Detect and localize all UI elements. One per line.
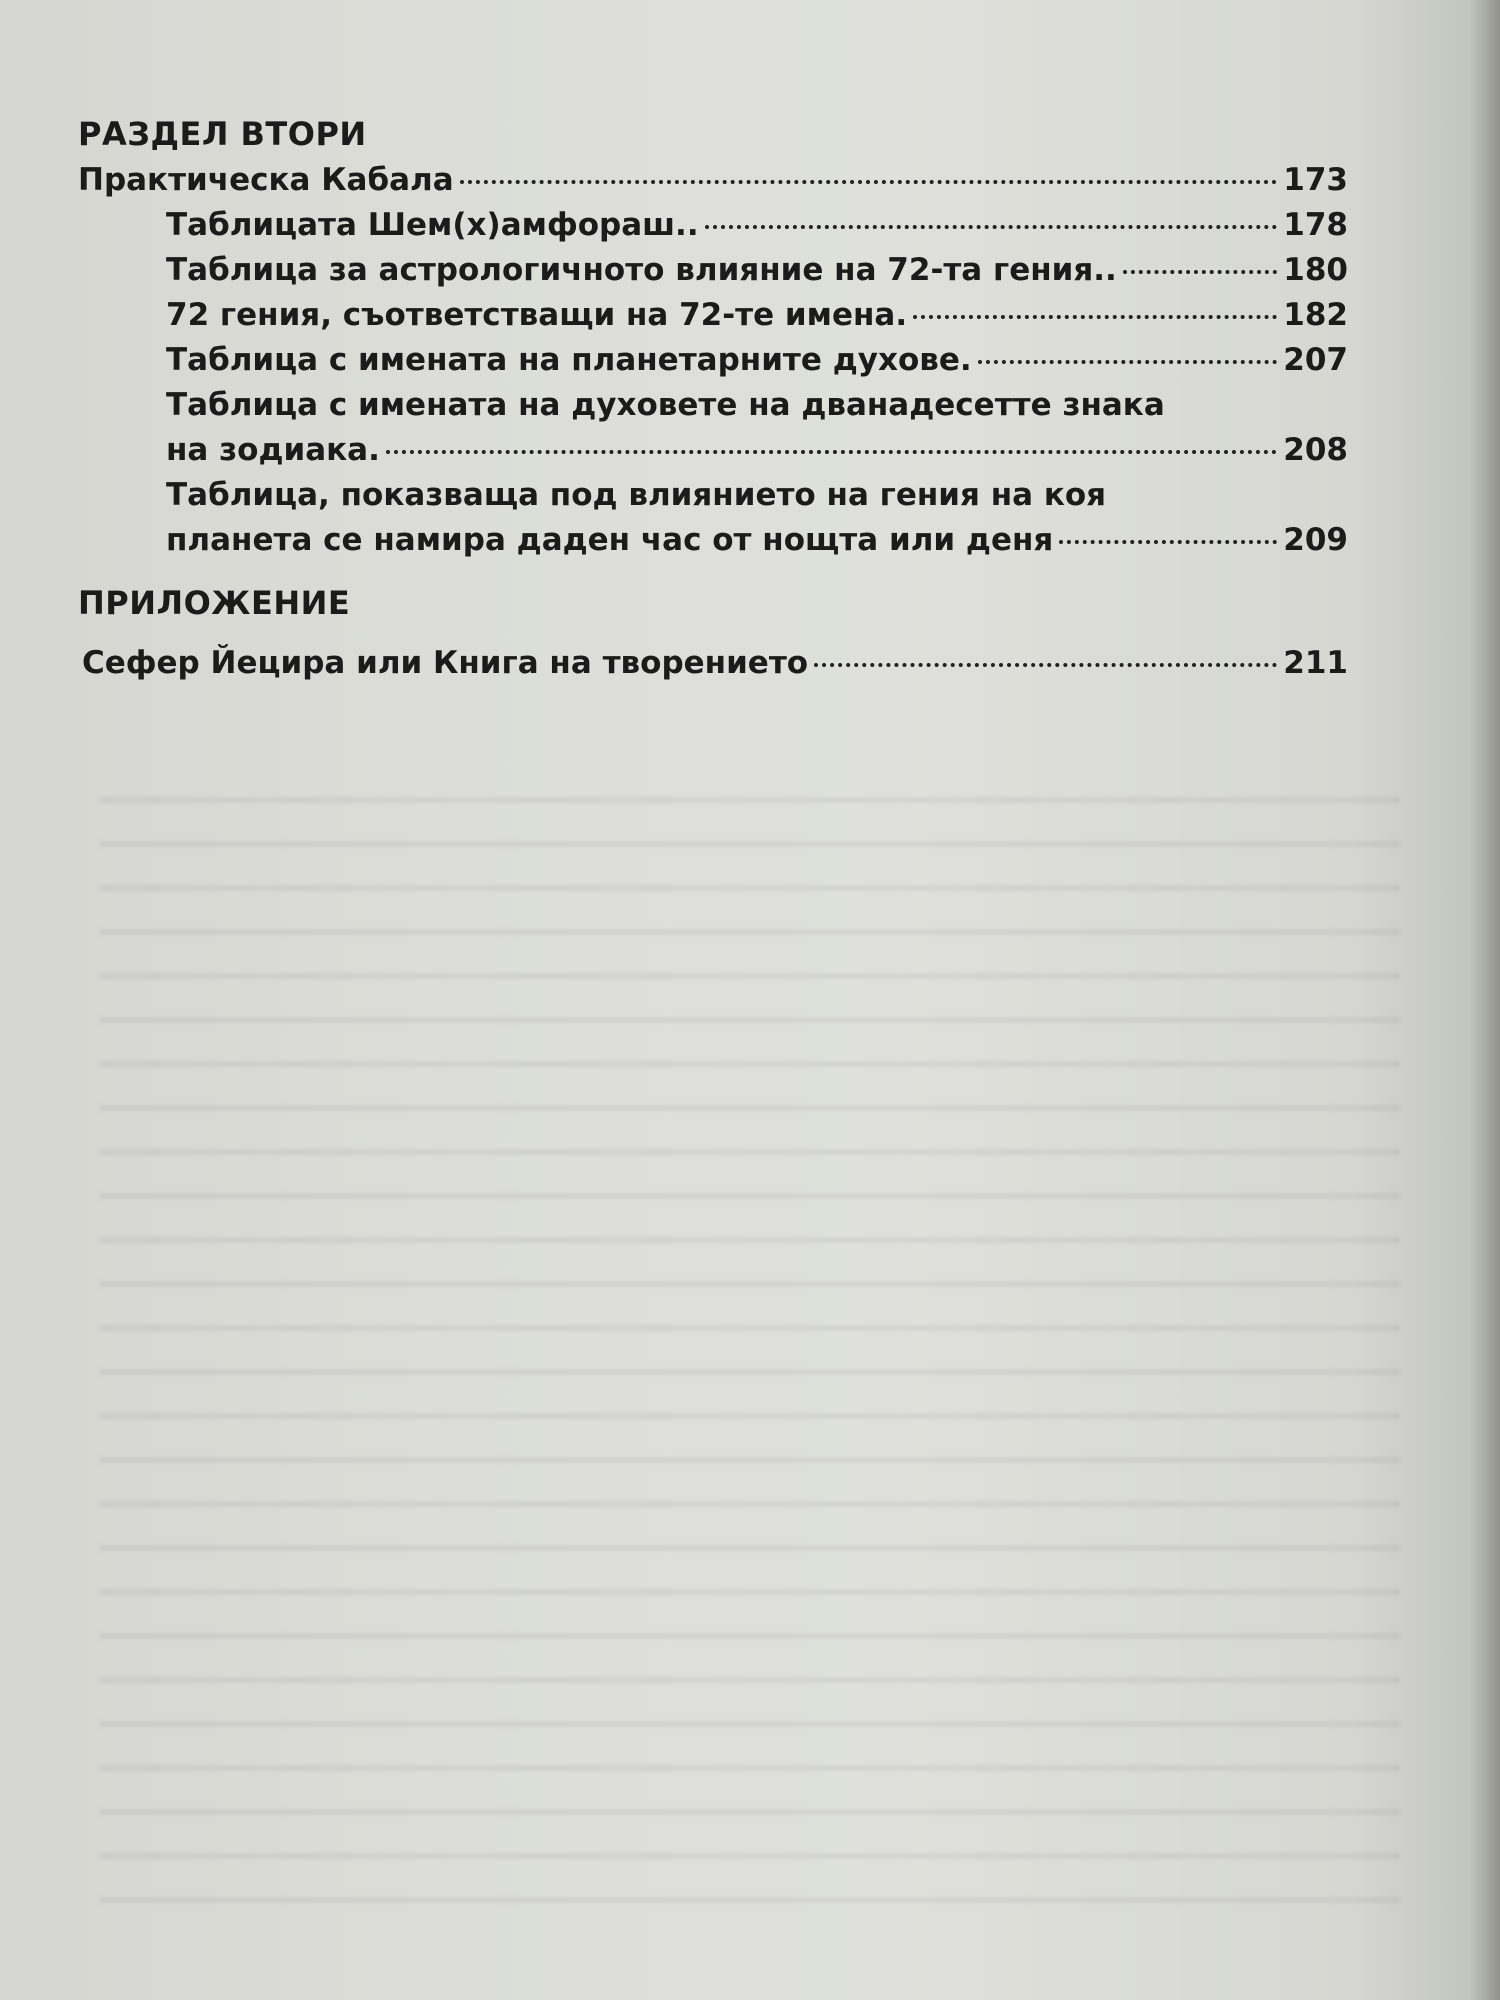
entry-row xyxy=(166,248,1348,293)
entry-title: Сефер Йецира или Книга на творението xyxy=(82,645,809,681)
entry-title: на зодиака. xyxy=(166,432,380,468)
toc-list-appendix xyxy=(78,641,1348,686)
section-heading-appendix: ПРИЛОЖЕНИЕ xyxy=(78,584,351,622)
entry-row xyxy=(166,428,1348,473)
entry-page-number: 182 xyxy=(1283,297,1348,333)
entry-title-line: Таблица с имената на духовете на дванадесетте знака xyxy=(166,387,1165,423)
entry-title-line: Таблица, показваща под влиянието на гения на коя xyxy=(166,477,1107,513)
toc-list-part-two xyxy=(78,158,1348,563)
entry-title: планета се намира даден час от нощта или деня xyxy=(166,522,1054,558)
entry-page-number: 208 xyxy=(1283,432,1348,468)
entry-row xyxy=(166,293,1348,338)
dot-leader xyxy=(814,663,1277,667)
dot-leader xyxy=(1123,270,1277,274)
toc-entry-72-genii[interactable] xyxy=(78,293,1348,338)
entry-row xyxy=(166,203,1348,248)
entry-title: Таблицата Шем(х)амфораш.. xyxy=(166,207,699,243)
entry-row xyxy=(82,641,1348,686)
dot-leader xyxy=(705,225,1278,229)
dot-leader xyxy=(913,315,1277,319)
toc-entry-sefer-yetzirah[interactable] xyxy=(78,641,1348,686)
dot-leader xyxy=(978,360,1278,364)
toc-entry-practical-kabbalah[interactable] xyxy=(78,158,1348,203)
dot-leader xyxy=(1059,540,1277,544)
entry-title: Практическа Кабала xyxy=(78,162,454,198)
entry-page-number: 173 xyxy=(1283,162,1348,198)
toc-entry-planetary-spirits-table[interactable] xyxy=(78,338,1348,383)
page-edge-shadow xyxy=(1470,0,1500,2000)
entry-page-number: 211 xyxy=(1283,645,1348,681)
toc-entry-planetary-hours-table[interactable] xyxy=(78,473,1348,563)
entry-row xyxy=(78,158,1348,203)
entry-page-number: 209 xyxy=(1283,522,1348,558)
entry-page-number: 180 xyxy=(1283,252,1348,288)
entry-title: 72 гения, съответстващи на 72-те имена. xyxy=(166,297,908,333)
section-heading-part-two: РАЗДЕЛ ВТОРИ xyxy=(78,115,367,153)
table-of-contents xyxy=(78,110,1348,686)
entry-row xyxy=(166,518,1348,563)
entry-title: Таблица с имената на планетарните духове. xyxy=(166,342,972,378)
toc-entry-zodiac-spirits-table[interactable] xyxy=(78,383,1348,473)
toc-entry-shemhamphorash-table[interactable] xyxy=(78,203,1348,248)
entry-title: Таблица за астрологичното влияние на 72-та гения.. xyxy=(166,252,1117,288)
dot-leader xyxy=(386,450,1277,454)
dot-leader xyxy=(460,180,1278,184)
toc-entry-astrological-influence-table[interactable] xyxy=(78,248,1348,293)
entry-page-number: 207 xyxy=(1283,342,1348,378)
entry-row xyxy=(166,338,1348,383)
entry-page-number: 178 xyxy=(1283,207,1348,243)
bleed-through-text xyxy=(100,780,1400,1930)
